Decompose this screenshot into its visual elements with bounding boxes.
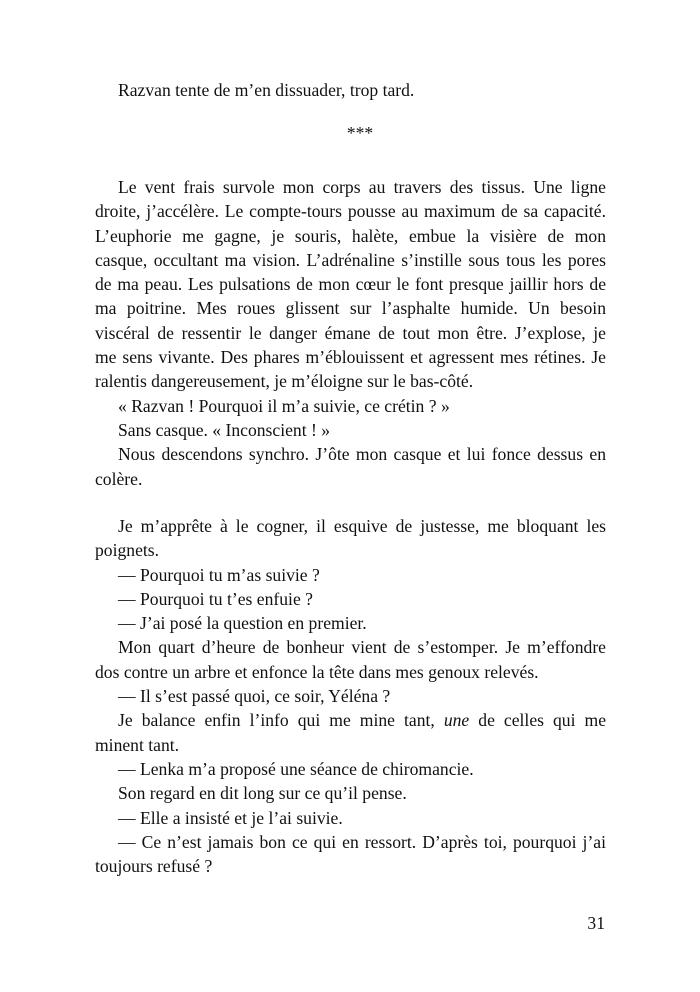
text-line: « Razvan ! Pourquoi il m’a suivie, ce crétin ? » xyxy=(118,395,450,416)
emphasis-text: une xyxy=(443,710,470,731)
text-line: — Il s’est passé quoi, ce soir, Yéléna ? xyxy=(118,686,391,707)
text-line: Son regard en dit long sur ce qu’il pense. xyxy=(118,783,407,804)
text-line: Je m’apprête à le cogner, il esquive de justesse, me bloquant les xyxy=(118,516,606,536)
text-line: de ma peau. Les pulsations de mon cœur le font presque jaillir hors de xyxy=(95,274,606,295)
text-span: Je balance enfin l’info qui me mine tant, xyxy=(118,710,435,731)
text-line: casque, occultant ma vision. L’adrénaline s’instille sous tous les pores xyxy=(95,249,606,270)
text-span: de celles qui me xyxy=(478,710,607,731)
section-separator: *** xyxy=(346,123,374,143)
text-line: — J’ai posé la question en premier. xyxy=(118,613,367,634)
text-line: me sens vivante. Des phares m’éblouissent et agressent mes rétines. Je xyxy=(95,347,606,368)
text-line: minent tant. xyxy=(95,734,180,755)
section-1-text xyxy=(95,175,606,491)
text-line: Mon quart d’heure de bonheur vient de s’estomper. Je m’effondre xyxy=(118,637,606,658)
text-line: — Ce n’est jamais bon ce qui en ressort. D’après toi, pourquoi j’ai xyxy=(118,831,606,852)
intro-paragraph xyxy=(95,78,606,102)
section-2-text xyxy=(95,514,606,878)
text-line: Sans casque. « Inconscient ! » xyxy=(118,419,331,440)
text-line: droite, j’accélère. Le compte-tours pousse au maximum de sa capacité. xyxy=(95,201,606,222)
page-number: 31 xyxy=(587,913,605,933)
text-line: colère. xyxy=(95,468,143,489)
text-line: — Lenka m’a proposé une séance de chiromancie. xyxy=(118,758,474,779)
text-line: viscéral de ressentir le danger émane de tout mon être. J’explose, je xyxy=(95,322,606,343)
text-line: ma poitrine. Mes roues glissent sur l’asphalte humide. Un besoin xyxy=(95,298,606,319)
text-line xyxy=(95,708,606,732)
text-line: — Pourquoi tu m’as suivie ? xyxy=(118,564,320,585)
text-line: Le vent frais survole mon corps au travers des tissus. Une ligne xyxy=(118,177,606,197)
text-line: toujours refusé ? xyxy=(95,856,213,877)
text-line: — Elle a insisté et je l’ai suivie. xyxy=(118,807,343,828)
text-line: Razvan tente de m’en dissuader, trop tard. xyxy=(118,80,415,100)
text-line: L’euphorie me gagne, je souris, halète, embue la visière de mon xyxy=(95,225,606,246)
text-line: — Pourquoi tu t’es enfuie ? xyxy=(118,588,313,609)
text-line: poignets. xyxy=(95,540,160,561)
text-line: dos contre un arbre et enfonce la tête dans mes genoux relevés. xyxy=(95,661,539,682)
text-line: ralentis dangereusement, je m’éloigne sur le bas-côté. xyxy=(95,371,474,392)
text-line: Nous descendons synchro. J’ôte mon casque et lui fonce dessus en xyxy=(118,444,606,465)
